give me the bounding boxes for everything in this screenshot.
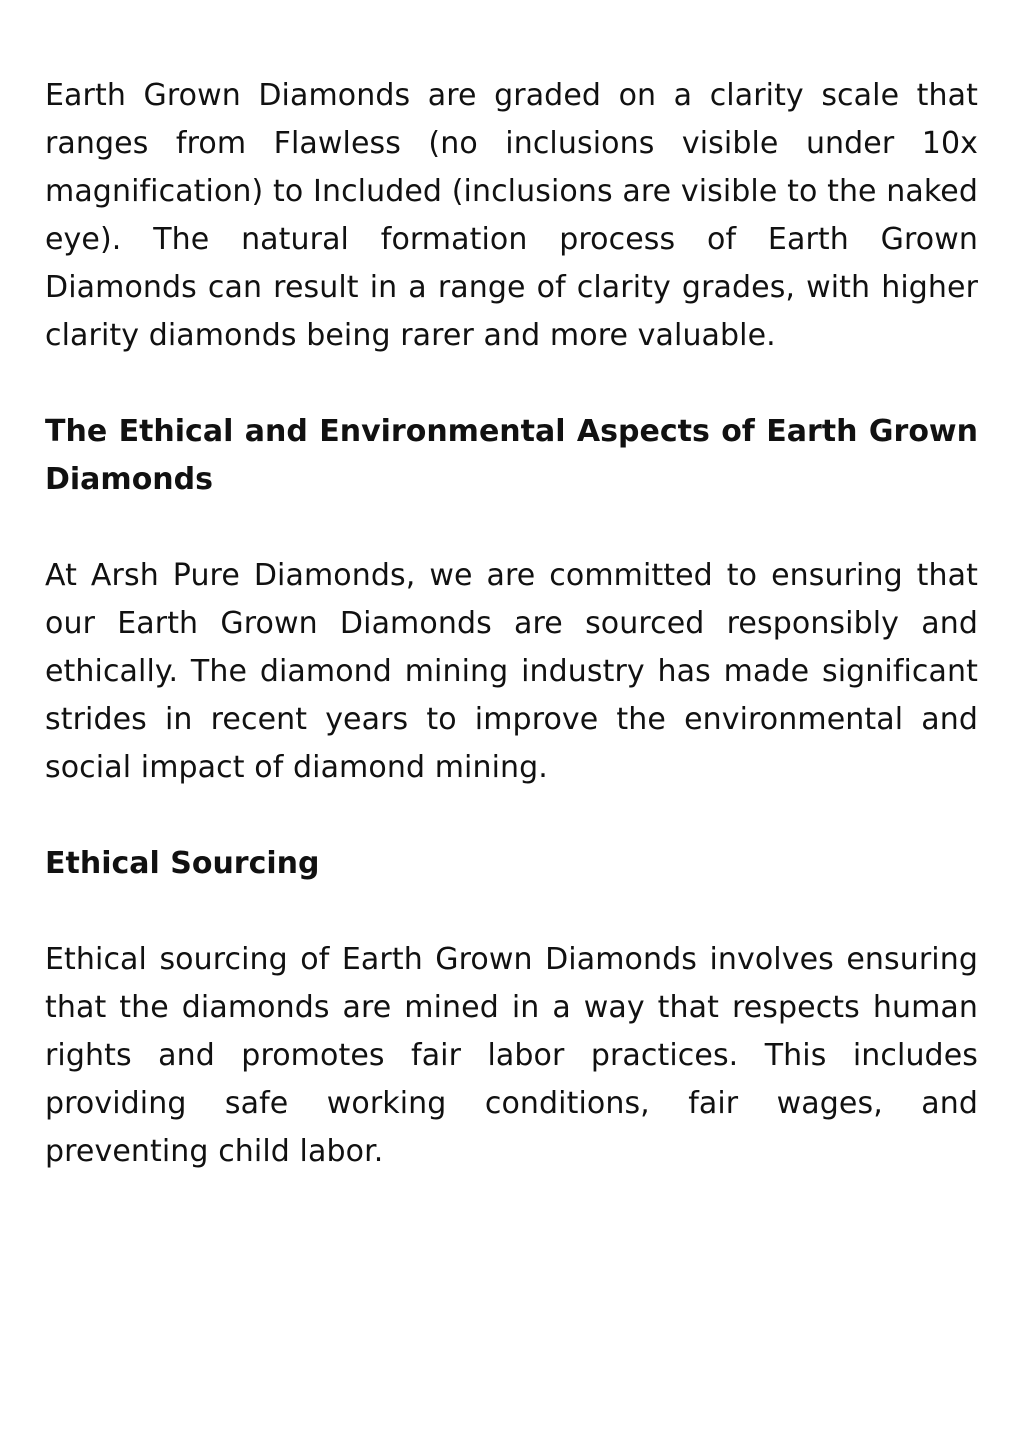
ethical-sourcing-paragraph: Ethical sourcing of Earth Grown Diamonds involves ensuring that the diamonds are mined in a way that respects human rights and promotes fair labor practices. This includes providing safe working conditions, fair wages, and preventing child labor. — [45, 942, 978, 1169]
sourcing-commitment-paragraph: At Arsh Pure Diamonds, we are committed to ensuring that our Earth Grown Diamonds are sourced responsibly and ethically. The diamond mining industry has made significant strides in recent years to improve the environmental and social impact of diamond mining. — [45, 558, 978, 785]
ethical-sourcing-heading: Ethical Sourcing — [45, 846, 320, 881]
clarity-paragraph: Earth Grown Diamonds are graded on a clarity scale that ranges from Flawless (no inclusions visible under 10x magnification) to Included (inclusions are visible to the naked eye). The natural formation process of Earth Grown Diamonds can result in a range of clarity grades, with higher clarity diamonds being rarer and more valuable. — [45, 78, 978, 353]
spacer — [45, 792, 978, 840]
spacer — [45, 504, 978, 552]
ethical-environmental-heading: The Ethical and Environmental Aspects of Earth Grown Diamonds — [45, 414, 978, 497]
document-page — [45, 72, 978, 1176]
spacer — [45, 888, 978, 936]
spacer — [45, 360, 978, 408]
